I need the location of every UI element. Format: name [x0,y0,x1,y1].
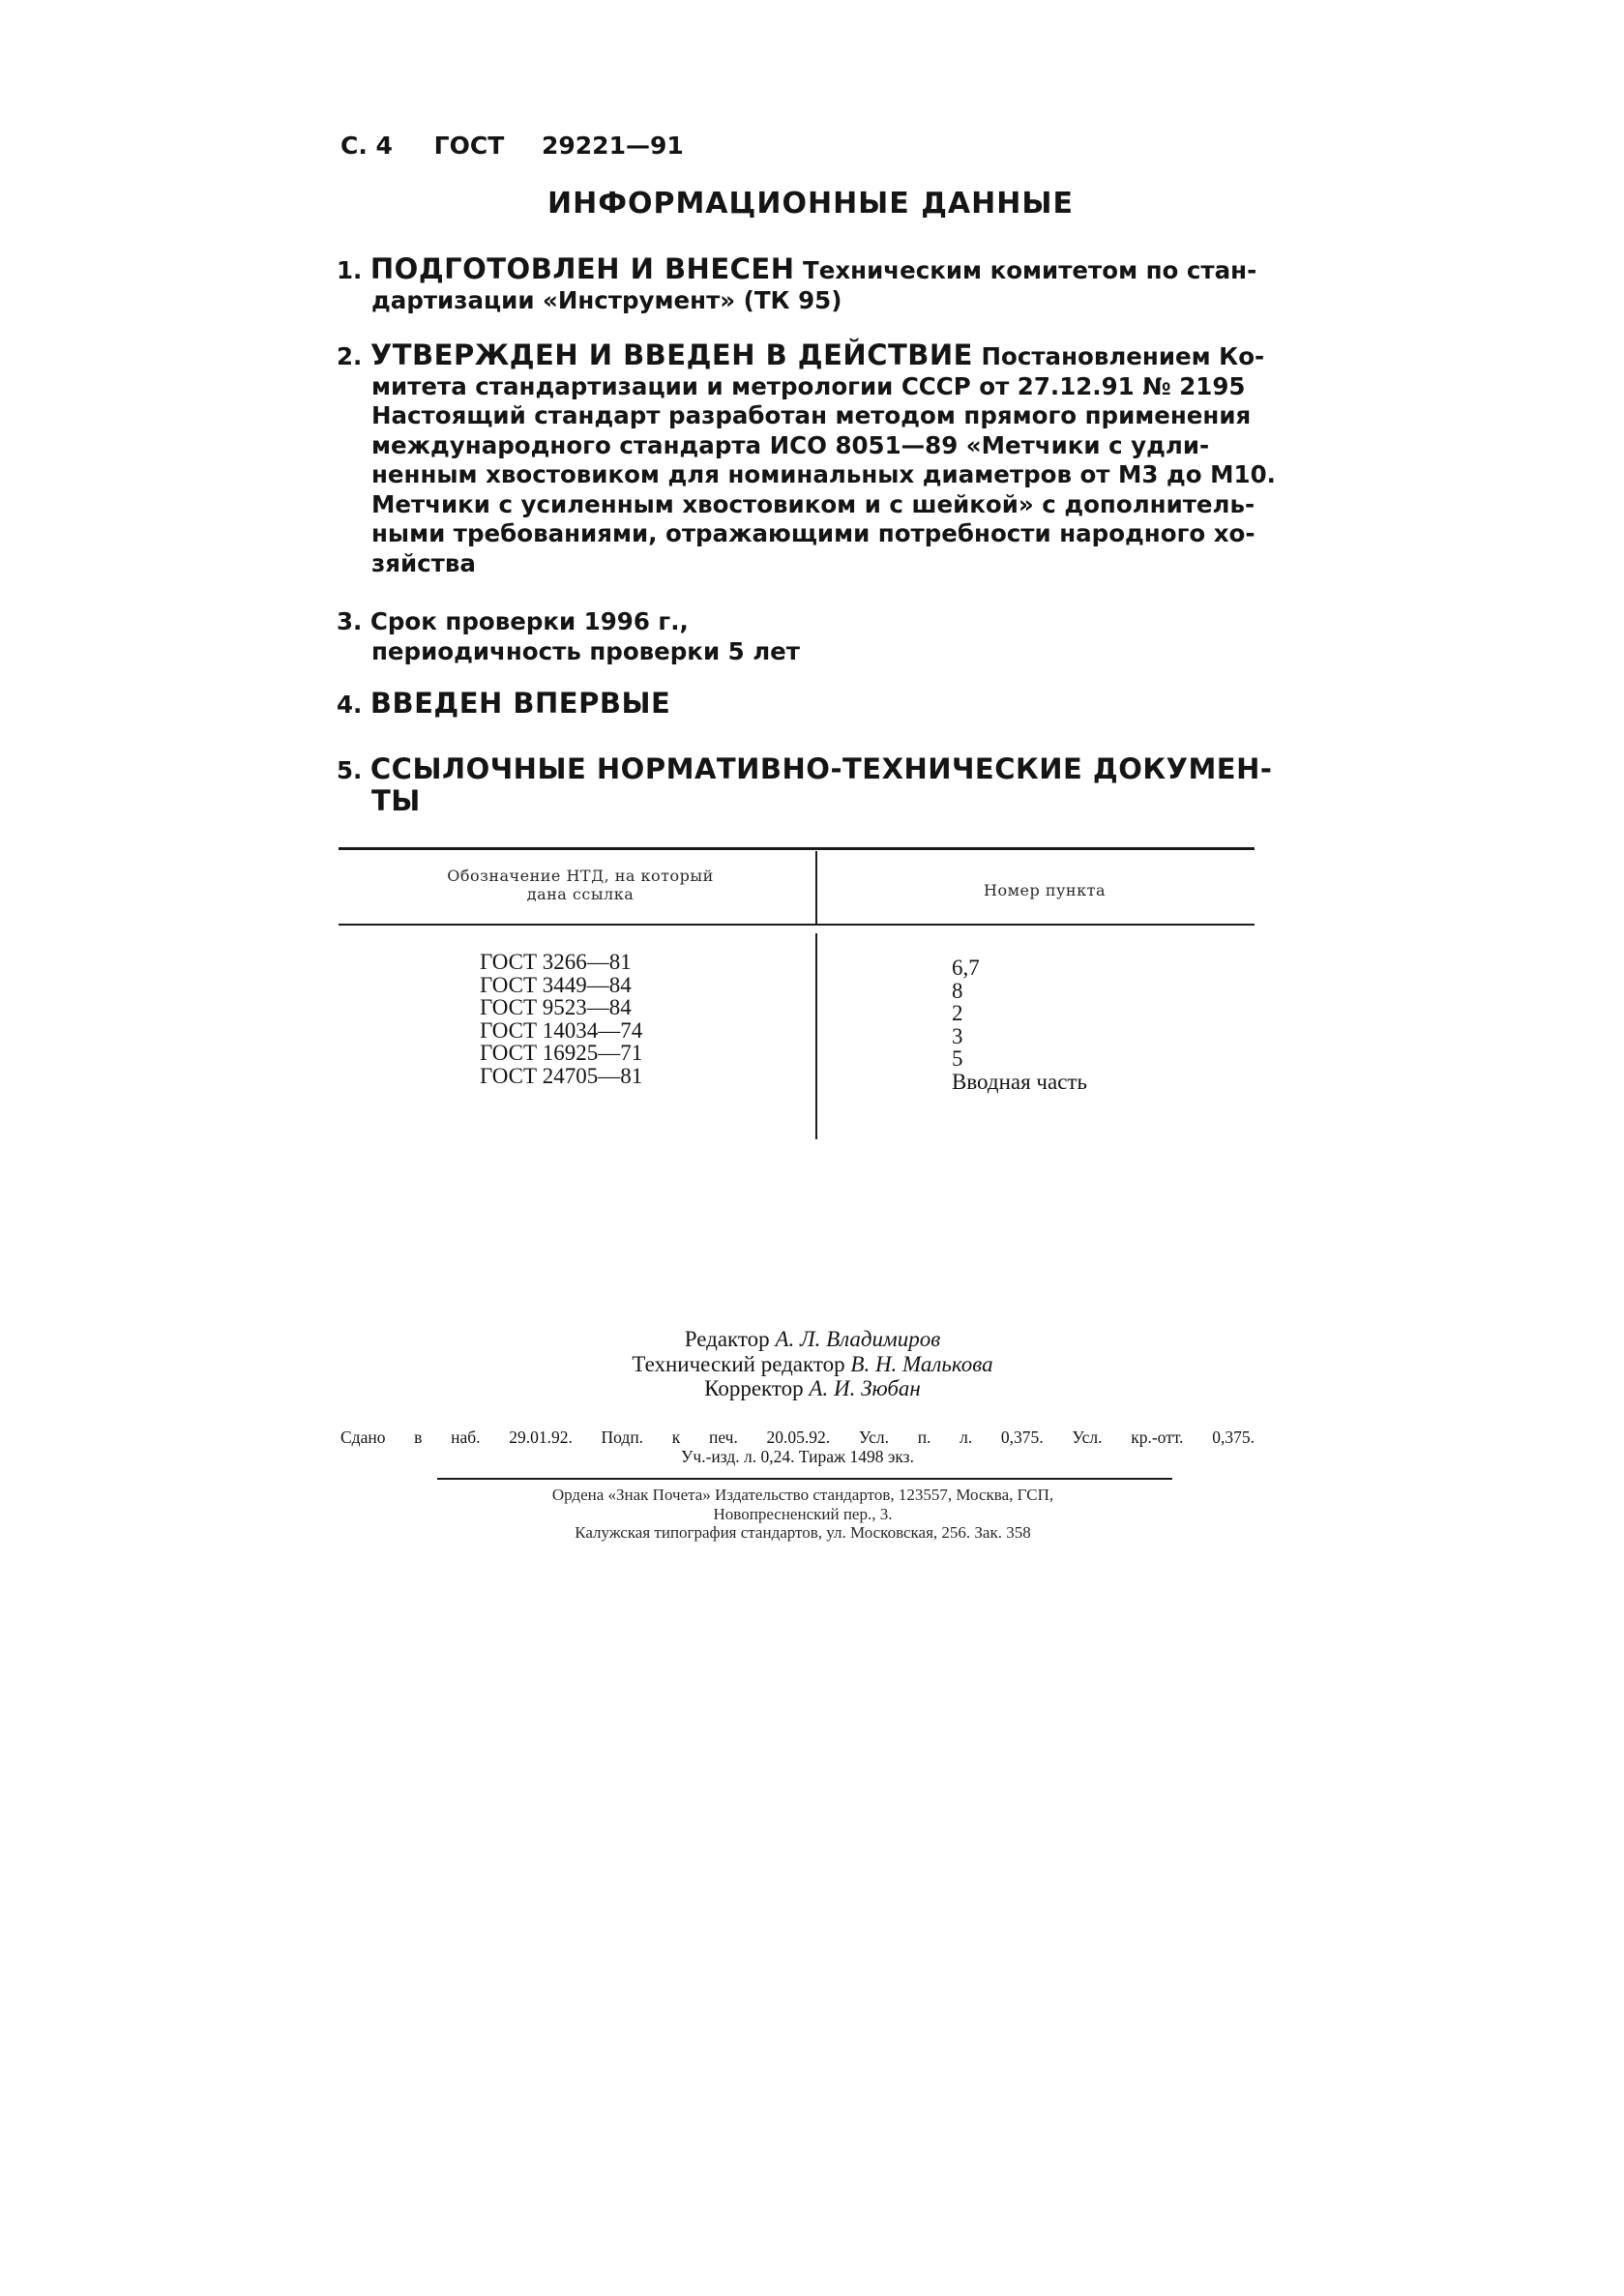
page-header [340,132,684,160]
item-text: Срок проверки 1996 г., [369,607,689,635]
print-info-line-1 [340,1428,1255,1447]
print-word: кр.-отт. [1131,1428,1184,1447]
staff-credits [542,1327,1083,1401]
item-number: 3. [337,607,363,635]
table-column-divider [815,851,817,925]
credit-role: Технический редактор [632,1351,845,1376]
info-item-1-line-2: дартизации «Инструмент» (ТК 95) [371,285,842,314]
item-caption: УТВЕРЖДЕН И ВВЕДЕН В ДЕЙСТВИЕ [369,339,973,371]
table-cell-clause: 3 [952,1023,963,1048]
print-info-line-2: Уч.-изд. л. 0,24. Тираж 1498 экз. [681,1447,914,1466]
credit-corrector [542,1376,1083,1401]
table-reference-column [480,951,731,1087]
table-header-rule [339,924,1255,926]
table-header-line: дана ссылка [526,885,635,903]
table-header-document [416,867,745,903]
info-item-1-line-1 [337,254,1255,286]
info-item-2 [337,339,1276,578]
info-item-2-line-3: Настоящий стандарт разработан методом прямого применения [371,401,1252,429]
publisher-rule [437,1478,1172,1480]
item-caption: ВВЕДЕН ВПЕРВЫЕ [369,687,671,720]
table-top-rule [339,847,1255,850]
info-item-5-line-2: ТЫ [371,783,421,817]
credit-name: А. Л. Владимиров [775,1327,941,1351]
info-item-2-line-5: ненным хвостовиком для номинальных диаметров от М3 до М10. [371,460,1276,488]
header-standard-number: 29221—91 [541,132,684,160]
print-word: Подп. [601,1428,644,1447]
info-item-3-line-2: периодичность проверки 5 лет [371,636,800,665]
item-caption: ССЫЛОЧНЫЕ НОРМАТИВНО-ТЕХНИЧЕСКИЕ ДОКУМЕН- [369,752,1273,785]
publisher-line-1: Ордена «Знак Почета» Издательство стандартов, 123557, Москва, ГСП, [551,1486,1054,1504]
item-text: Постановлением Ко- [981,342,1265,370]
credit-role: Корректор [704,1376,804,1400]
info-item-2-line-4: международного стандарта ИСО 8051—89 «Метчики с удли- [371,430,1210,459]
table-cell-reference: ГОСТ 3266—81 [480,950,632,974]
table-cell-reference: ГОСТ 3449—84 [480,972,632,997]
credit-editor [542,1327,1083,1352]
info-item-2-line-8: зяйства [371,548,476,577]
table-header-line: Обозначение НТД, на который [447,867,714,885]
table-cell-clause: 5 [952,1046,963,1071]
item-number: 4. [337,691,363,719]
table-cell-reference: ГОСТ 16925—71 [480,1041,643,1065]
print-word: п. [917,1428,931,1447]
print-info [340,1428,1255,1466]
print-word: Усл. [1072,1428,1103,1447]
header-gost-label: ГОСТ [433,132,505,160]
print-word: печ. [708,1428,738,1447]
publisher-line-3: Калужская типография стандартов, ул. Московская, 256. Зак. 358 [575,1523,1031,1542]
print-word: Сдано [340,1428,386,1447]
credit-tech-editor [542,1352,1083,1377]
info-item-2-line-6: Метчики с усиленным хвостовиком и с шейкой» с дополнитель- [371,489,1255,518]
table-header-clause: Номер пункта [984,881,1106,899]
info-item-5-line-1 [337,752,1273,786]
table-cell-clause: 8 [952,978,963,1003]
table-clause-column [952,957,1203,1093]
info-item-2-line-2: митета стандартизации и метрологии СССР от 27.12.91 № 2195 [371,371,1246,400]
table-cell-clause: 6,7 [952,956,980,980]
print-word: 20.05.92. [766,1428,831,1447]
info-item-4-line-1 [337,689,1255,721]
credit-name: В. Н. Малькова [850,1351,993,1376]
item-text: Техническим комитетом по стан- [803,256,1257,284]
credit-role: Редактор [684,1327,770,1351]
info-item-5 [337,752,1273,817]
page-number: С. 4 [340,132,393,160]
info-item-3 [337,607,1255,666]
credit-name: А. И. Зюбан [809,1376,921,1400]
print-word: к [671,1428,681,1447]
table-cell-clause: 2 [952,1001,963,1025]
table-column-divider [815,933,817,1139]
page-title: ИНФОРМАЦИОННЫЕ ДАННЫЕ [547,187,1074,221]
publisher-line-2: Новопресненский пер., 3. [713,1504,893,1523]
item-number: 5. [337,756,363,784]
print-word: 29.01.92. [509,1428,573,1447]
item-number: 2. [337,342,363,370]
item-number: 1. [337,256,363,284]
print-word: наб. [451,1428,481,1447]
table-cell-clause: Вводная часть [952,1069,1087,1094]
info-item-2-line-1 [337,339,1265,372]
info-item-3-line-1 [337,607,1255,637]
table-cell-reference: ГОСТ 14034—74 [480,1017,643,1043]
print-word: л. [960,1428,973,1447]
info-item-2-line-7: ными требованиями, отражающими потребности народного хо- [371,519,1255,547]
print-word: Усл. [858,1428,889,1447]
print-word: 0,375. [1212,1428,1255,1447]
table-cell-reference: ГОСТ 9523—84 [480,995,632,1019]
publisher-info [406,1486,1199,1543]
print-word: в [414,1428,423,1447]
info-item-4 [337,689,1255,721]
table-cell-reference: ГОСТ 24705—81 [480,1063,643,1088]
item-caption: ПОДГОТОВЛЕН И ВНЕСЕН [369,252,795,285]
print-word: 0,375. [1000,1428,1044,1447]
info-item-1 [337,254,1255,315]
